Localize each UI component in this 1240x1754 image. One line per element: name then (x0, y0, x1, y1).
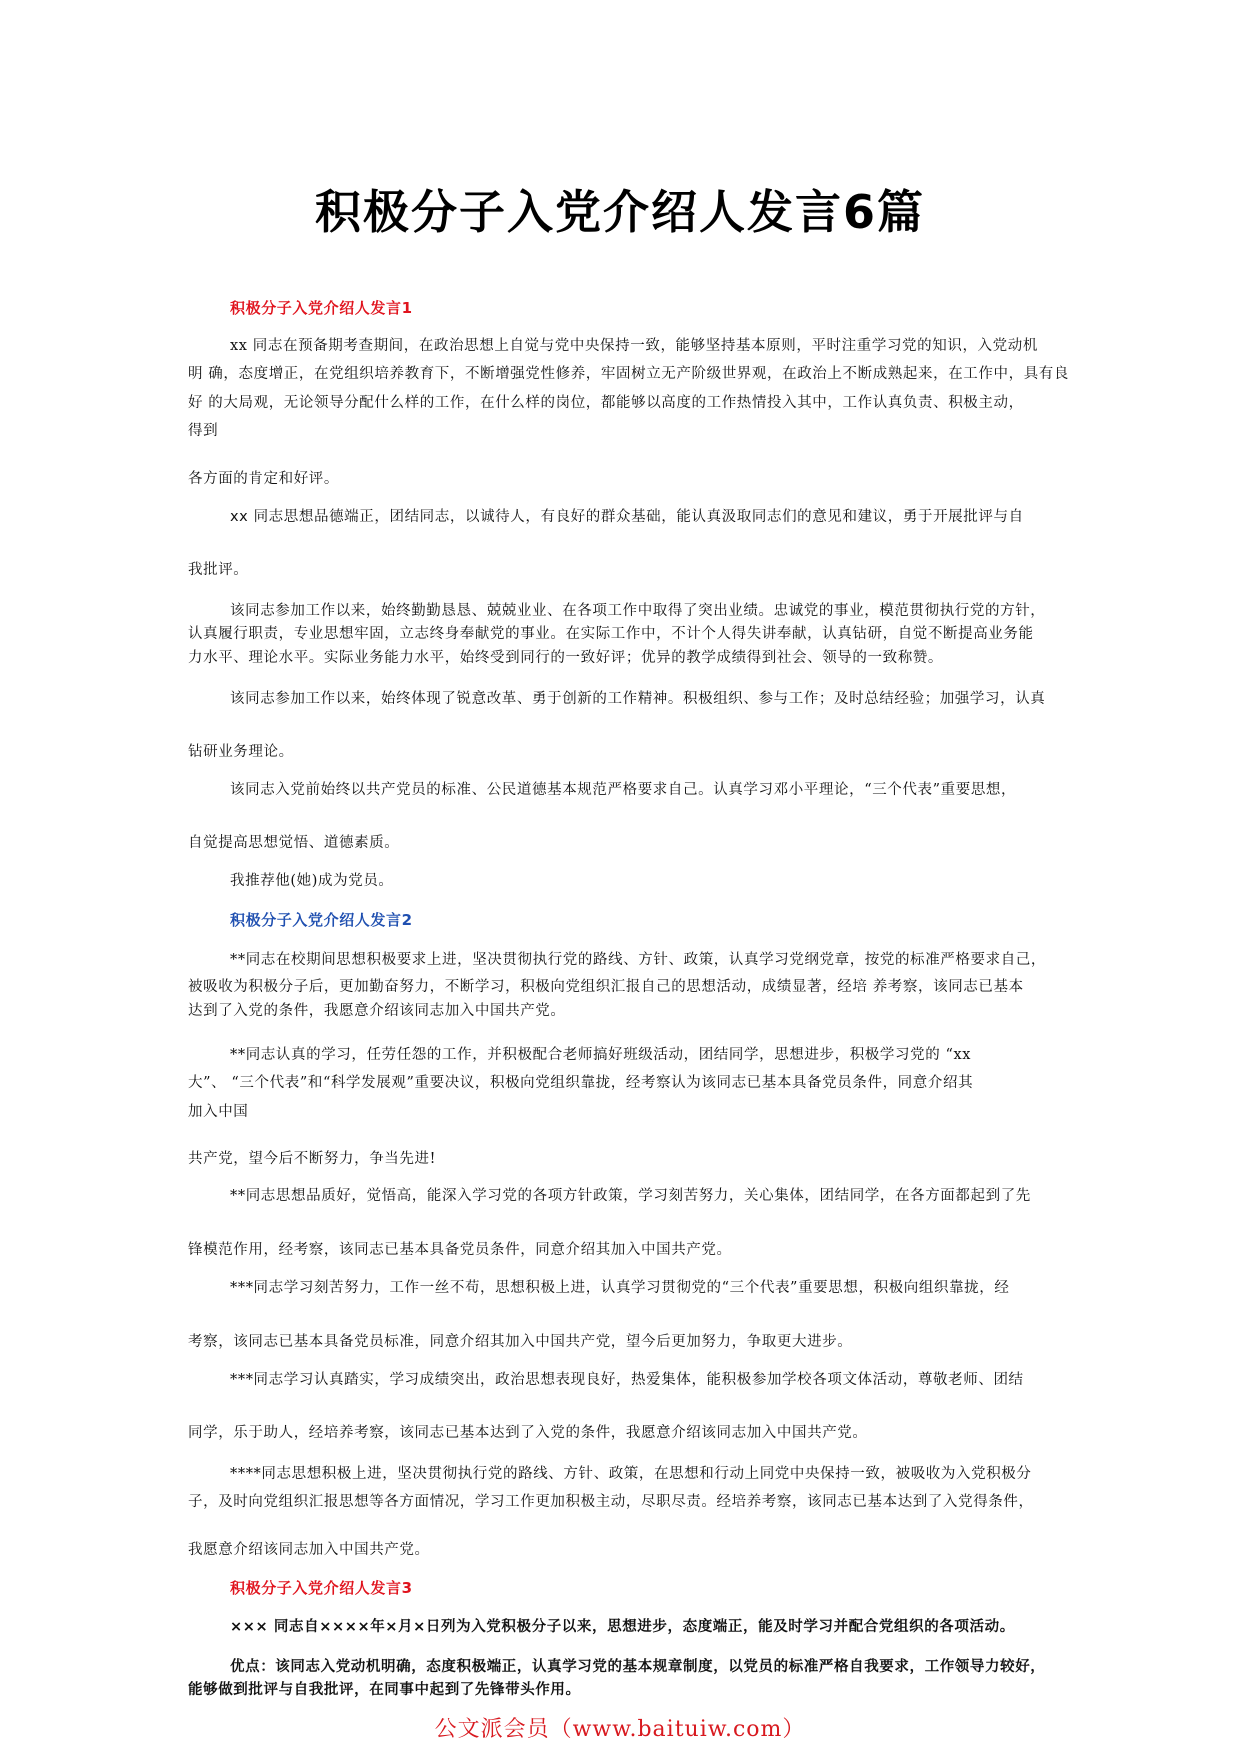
paragraph-line: xx 同志思想品德端正，团结同志，以诚待人，有良好的群众基础，能认真汲取同志们的意见和建议，勇于开展批评与自 (230, 509, 1024, 525)
paragraph-line: 认真履行职责，专业思想牢固，立志终身奉献党的事业。在实际工作中，不计个人得失讲奉献，认真钻研，自觉不断提高业务能 (188, 626, 1034, 642)
paragraph-line: ***同志学习认真踏实，学习成绩突出，政治思想表现良好，热爱集体，能积极参加学校各项文体活动，尊敬老师、团结 (230, 1372, 1024, 1388)
paragraph-line: 子，及时向党组织汇报思想等各方面情况，学习工作更加积极主动，尽职尽责。经培养考察，该同志已基本达到了入党得条件， (188, 1494, 1034, 1510)
paragraph-line: 加入中国 (188, 1104, 249, 1120)
paragraph-line: 好 的大局观，无论领导分配什么样的工作，在什么样的岗位，都能够以高度的工作热情投入其中，工作认真负责、积极主动， (188, 395, 1024, 411)
paragraph-line: ***同志学习刻苦努力，工作一丝不苟，思想积极上进，认真学习贯彻党的“三个代表”重要思想，积极向组织靠拢，经 (230, 1280, 1010, 1296)
paragraph-line: 该同志参加工作以来，始终勤勤恳恳、兢兢业业、在各项工作中取得了突出业绩。忠诚党的事业，模范贯彻执行党的方针， (230, 603, 1046, 619)
paragraph-line: 自觉提高思想觉悟、道德素质。 (188, 835, 400, 851)
paragraph-line: 钻研业务理论。 (188, 744, 294, 760)
paragraph-line: 共产党，望今后不断努力，争当先进! (188, 1151, 437, 1167)
section-3-heading: 积极分子入党介绍人发言3 (230, 1579, 413, 1597)
paragraph-line: **同志思想品质好，觉悟高，能深入学习党的各项方针政策，学习刻苦努力，关心集体，团结同学，在各方面都起到了先 (230, 1188, 1031, 1204)
paragraph-line: 我愿意介绍该同志加入中国共产党。 (188, 1542, 430, 1558)
paragraph-line: ××× 同志自××××年×月×日列为入党积极分子以来，思想进步，态度端正，能及时学习并配合党组织的各项活动。 (230, 1619, 1015, 1635)
paragraph-line: 明 确，态度增正，在党组织培养教育下，不断增强党性修养，牢固树立无产阶级世界观，在政治上不断成熟起来，在工作中，具有良 (188, 366, 1070, 382)
paragraph-line: 该同志参加工作以来，始终体现了锐意改革、勇于创新的工作精神。积极组织、参与工作；及时总结经验；加强学习，认真 (230, 691, 1046, 707)
paragraph-line: 锋模范作用，经考察，该同志已基本具备党员条件，同意介绍其加入中国共产党。 (188, 1242, 732, 1258)
paragraph-line: xx 同志在预备期考查期间，在政治思想上自觉与党中央保持一致，能够坚持基本原则，平时注重学习党的知识，入党动机 (230, 338, 1038, 354)
paragraph-line: 同学，乐于助人，经培养考察，该同志已基本达到了入党的条件，我愿意介绍该同志加入中国共产党。 (188, 1425, 868, 1441)
section-2-heading: 积极分子入党介绍人发言2 (230, 911, 413, 929)
paragraph-line: 该同志入党前始终以共产党员的标准、公民道德基本规范严格要求自己。认真学习邓小平理论，“三个代表”重要思想， (230, 782, 1017, 798)
paragraph-line: ****同志思想积极上进，坚决贯彻执行党的路线、方针、政策，在思想和行动上同党中央保持一致，被吸收为入党积极分 (230, 1466, 1032, 1482)
paragraph-line: 达到了入党的条件，我愿意介绍该同志加入中国共产党。 (188, 1003, 566, 1019)
paragraph-line: 我批评。 (188, 562, 249, 578)
paragraph-line: 能够做到批评与自我批评，在同事中起到了先锋带头作用。 (188, 1682, 581, 1698)
paragraph-line: 力水平、理论水平。实际业务能力水平，始终受到同行的一致好评；优异的教学成绩得到社会、领导的一致称赞。 (188, 650, 943, 666)
paragraph-line: 各方面的肯定和好评。 (188, 471, 339, 487)
paragraph-line: 大”、 “三个代表”和“科学发展观”重要决议，积极向党组织靠拢，经考察认为该同志已基本具备党员条件，同意介绍其 (188, 1075, 974, 1091)
paragraph-line: **同志认真的学习，任劳任怨的工作，并积极配合老师搞好班级活动，团结同学，思想进步，积极学习党的 “xx (230, 1047, 972, 1063)
paragraph-line: 得到 (188, 423, 219, 439)
paragraph-line: 考察，该同志已基本具备党员标准，同意介绍其加入中国共产党，望今后更加努力，争取更大进步。 (188, 1334, 853, 1350)
paragraph-line: 优点：该同志入党动机明确，态度积极端正，认真学习党的基本规章制度，以党员的标准严格自我要求，工作领导力较好， (230, 1659, 1046, 1675)
paragraph-line: 我推荐他(她)成为党员。 (230, 873, 394, 889)
document-title: 积极分子入党介绍人发言6篇 (314, 185, 925, 239)
paragraph-line: **同志在校期间思想积极要求上进，坚决贯彻执行党的路线、方针、政策，认真学习党纲党章，按党的标准严格要求自己， (230, 952, 1046, 968)
paragraph-line: 被吸收为积极分子后，更加勤奋努力，不断学习，积极向党组织汇报自己的思想活动，成绩显著，经培 养考察，该同志已基本 (188, 979, 1024, 995)
footer-watermark: 公文派会员（www.baituiw.com） (434, 1717, 806, 1742)
section-1-heading: 积极分子入党介绍人发言1 (230, 299, 413, 317)
